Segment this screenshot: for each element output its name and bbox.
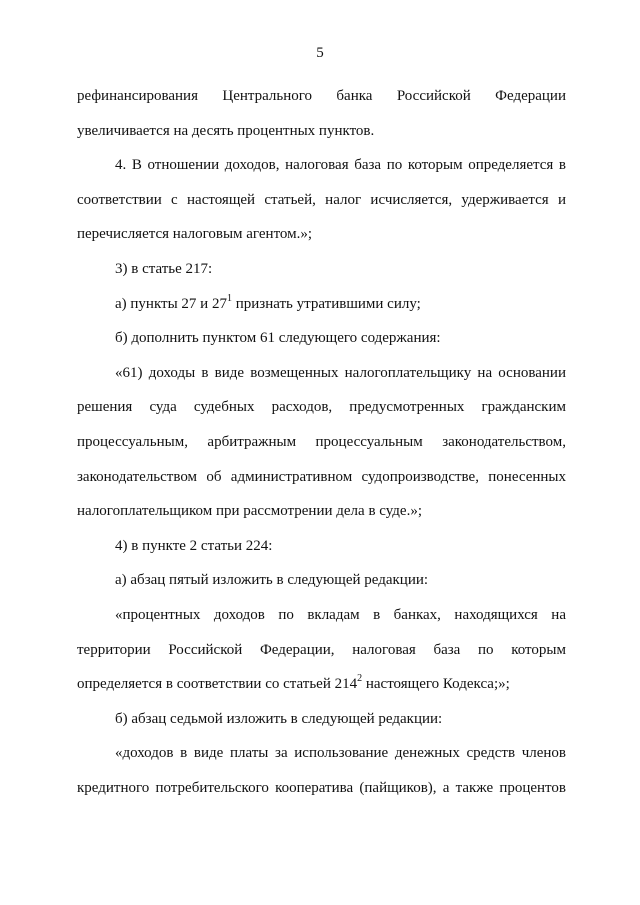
document-body	[77, 79, 566, 805]
paragraph-article-217-heading: 3) в статье 217:	[115, 260, 213, 277]
paragraph-points-27-repeal	[77, 287, 566, 322]
superscript-1: 1	[226, 292, 232, 304]
paragraph-percent-income-deposits	[77, 598, 566, 702]
paragraph-cooperative-income: «доходов в виде платы за использование денежных средств членов кредитного потребительского кооператива (пайщиков), а также процентов	[77, 745, 566, 796]
paragraph-point-61-content: «61) доходы в виде возмещенных налогоплательщику на основании решения суда судебных расходов, предусмотренных гражданским процессуальным, арбитражным процессуальным законодательством, законодательством об административном судопроизводстве, понесенных налогоплательщиком при рассмотрении дела в суде.»;	[77, 364, 566, 520]
paragraph-item-4-tax-agent: 4. В отношении доходов, налоговая база по которым определяется в соответствии с настоящей статьей, налог исчисляется, удерживается и перечисляется налоговым агентом.»;	[77, 157, 566, 243]
paragraph-percent-income-text: «процентных доходов по вкладам в банках, находящихся на территории Российской Федерации, налоговая база по которым определяется в соответствии со статьей 214	[77, 606, 566, 693]
paragraph-points-27-text: а) пункты 27 и 27	[115, 295, 227, 312]
paragraph-abzac-5-heading: а) абзац пятый изложить в следующей редакции:	[115, 572, 429, 589]
paragraph-add-point-61: б) дополнить пунктом 61 следующего содержания:	[115, 330, 441, 347]
paragraph-points-27-tail: признать утратившими силу;	[231, 295, 421, 312]
paragraph-refinancing-continuation: рефинансирования Центрального банка Российской Федерации увеличивается на десять процентных пунктов.	[77, 88, 566, 139]
paragraph-percent-income-tail: настоящего Кодекса;»;	[362, 676, 510, 693]
page-number: 5	[316, 45, 324, 61]
paragraph-article-224-heading: 4) в пункте 2 статьи 224:	[115, 537, 273, 554]
paragraph-abzac-7-heading: б) абзац седьмой изложить в следующей редакции:	[115, 710, 443, 727]
superscript-2: 2	[357, 673, 363, 685]
